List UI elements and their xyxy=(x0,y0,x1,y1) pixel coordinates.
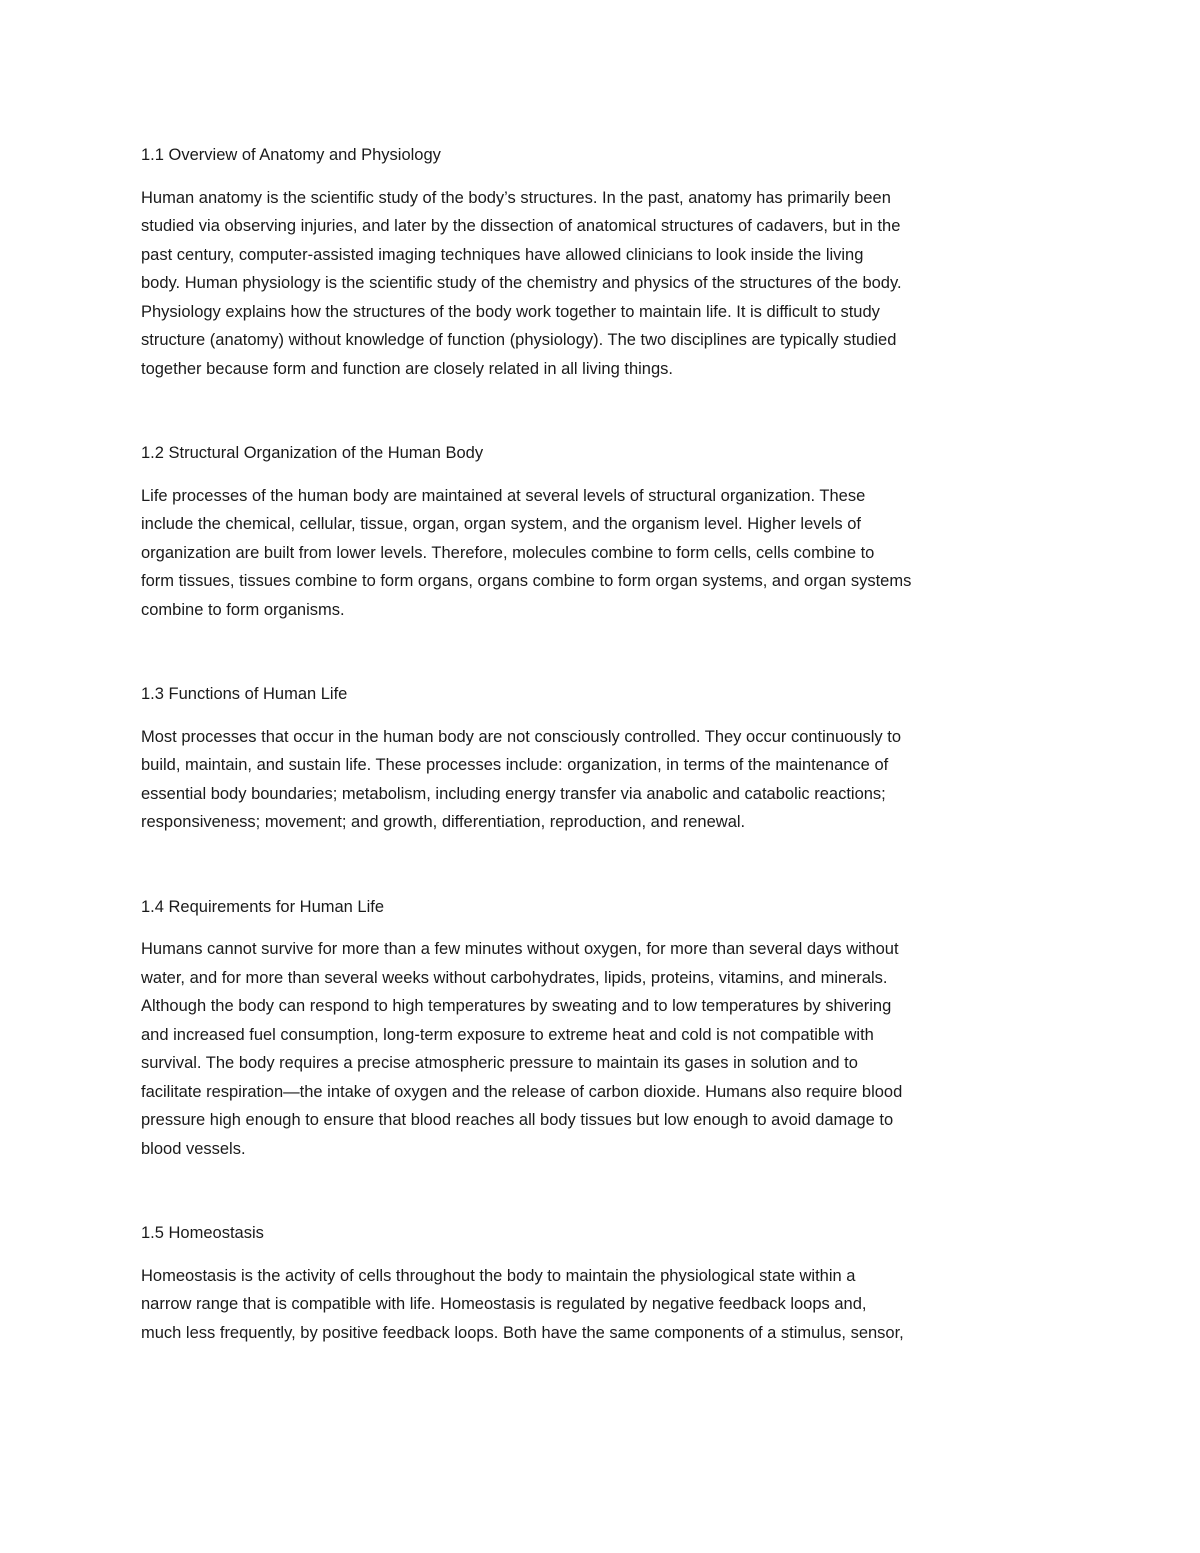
section-overview xyxy=(141,141,1066,383)
paragraph-line: form tissues, tissues combine to form organs, organs combine to form organ systems, and organ systems xyxy=(141,572,912,590)
paragraph-line: Homeostasis is the activity of cells throughout the body to maintain the physiological state within a xyxy=(141,1266,856,1285)
section-paragraph xyxy=(141,184,1066,384)
section-heading: 1.4 Requirements for Human Life xyxy=(141,897,385,916)
section-paragraph xyxy=(141,1262,1066,1348)
paragraph-line: include the chemical, cellular, tissue, organ, organ system, and the organism level. Higher levels of xyxy=(141,515,861,533)
paragraph-line: Although the body can respond to high temperatures by sweating and to low temperatures by shivering xyxy=(141,997,892,1015)
section-requirements xyxy=(141,893,1066,1164)
paragraph-line: facilitate respiration—the intake of oxygen and the release of carbon dioxide. Humans also require blood xyxy=(141,1082,903,1101)
paragraph-line: past century, computer-assisted imaging techniques have allowed clinicians to look inside the living xyxy=(141,245,864,264)
paragraph-line: Human anatomy is the scientific study of the body’s structures. In the past, anatomy has primarily been xyxy=(141,188,891,207)
paragraph-line: and increased fuel consumption, long-term exposure to extreme heat and cold is not compatible with xyxy=(141,1025,874,1044)
section-paragraph xyxy=(141,723,1066,837)
paragraph-line: water, and for more than several weeks without carbohydrates, lipids, proteins, vitamins, and minerals. xyxy=(141,968,888,987)
paragraph-line: studied via observing injuries, and later by the dissection of anatomical structures of cadavers, but in the xyxy=(141,217,901,235)
paragraph-line: Physiology explains how the structures of the body work together to maintain life. It is difficult to study xyxy=(141,302,880,321)
paragraph-line: blood vessels. xyxy=(141,1139,246,1158)
section-structural-organization xyxy=(141,439,1066,624)
paragraph-line: Life processes of the human body are maintained at several levels of structural organization. These xyxy=(141,486,866,505)
paragraph-line: combine to form organisms. xyxy=(141,600,345,619)
paragraph-line: build, maintain, and sustain life. These processes include: organization, in terms of the maintenance of xyxy=(141,756,889,774)
document-page xyxy=(141,141,1066,1403)
paragraph-line: survival. The body requires a precise atmospheric pressure to maintain its gases in solution and to xyxy=(141,1054,858,1072)
paragraph-line: essential body boundaries; metabolism, including energy transfer via anabolic and catabolic reactions; xyxy=(141,784,886,803)
section-heading: 1.3 Functions of Human Life xyxy=(141,685,348,703)
section-paragraph xyxy=(141,482,1066,625)
section-heading: 1.5 Homeostasis xyxy=(141,1224,264,1242)
paragraph-line: Humans cannot survive for more than a few minutes without oxygen, for more than several days without xyxy=(141,940,899,958)
paragraph-line: pressure high enough to ensure that blood reaches all body tissues but low enough to avoid damage to xyxy=(141,1111,894,1129)
paragraph-line: Most processes that occur in the human body are not consciously controlled. They occur continuously to xyxy=(141,727,902,746)
section-heading: 1.1 Overview of Anatomy and Physiology xyxy=(141,146,441,164)
paragraph-line: organization are built from lower levels. Therefore, molecules combine to form cells, cells combine to xyxy=(141,543,875,562)
section-heading: 1.2 Structural Organization of the Human Body xyxy=(141,444,484,462)
paragraph-line: structure (anatomy) without knowledge of function (physiology). The two disciplines are typically studied xyxy=(141,331,897,349)
section-homeostasis xyxy=(141,1219,1066,1347)
paragraph-line: much less frequently, by positive feedback loops. Both have the same components of a stimulus, sensor, xyxy=(141,1323,904,1342)
paragraph-line: narrow range that is compatible with life. Homeostasis is regulated by negative feedback loops and, xyxy=(141,1295,867,1313)
paragraph-line: responsiveness; movement; and growth, differentiation, reproduction, and renewal. xyxy=(141,813,746,831)
section-functions xyxy=(141,680,1066,837)
paragraph-line: body. Human physiology is the scientific study of the chemistry and physics of the structures of the body. xyxy=(141,274,902,292)
paragraph-line: together because form and function are closely related in all living things. xyxy=(141,359,673,378)
section-paragraph xyxy=(141,935,1066,1163)
